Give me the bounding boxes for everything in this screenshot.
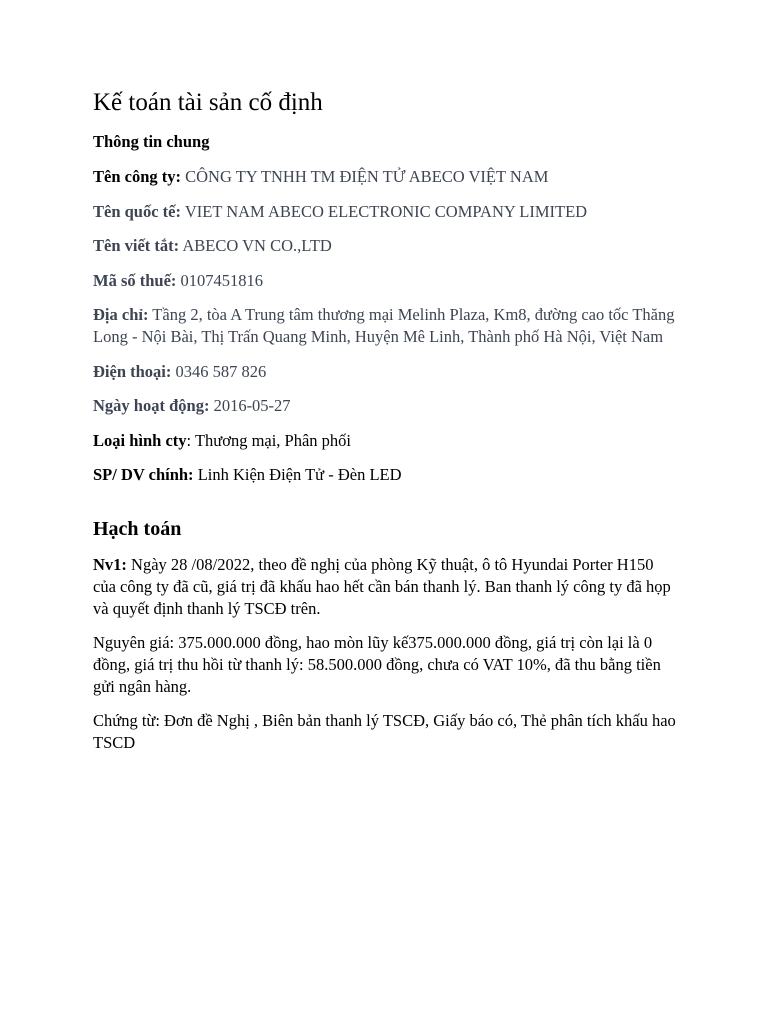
nv1-text: Ngày 28 /08/2022, theo đề nghị của phòng Kỹ thuật, ô tô Hyundai Porter H150 của công ty đã cũ, giá trị đã khấu hao hết cần bán thanh lý. Ban thanh lý công ty đã họp và quyết định thanh lý TSCĐ trên. xyxy=(93,555,671,618)
nv1-label: Nv1: xyxy=(93,555,127,574)
company-name-label: Tên công ty: xyxy=(93,167,181,186)
international-name-field xyxy=(93,201,676,223)
general-info-heading: Thông tin chung xyxy=(93,132,210,151)
documents-paragraph: Chứng từ: Đơn đề Nghị , Biên bản thanh lý TSCĐ, Giấy báo có, Thẻ phân tích khấu hao TSCD xyxy=(93,711,676,752)
start-date-field xyxy=(93,395,676,417)
short-name-value: ABECO VN CO.,LTD xyxy=(182,236,332,255)
start-date-label: Ngày hoạt động: xyxy=(93,396,210,415)
phone-label: Điện thoại: xyxy=(93,361,172,381)
accounting-heading: Hạch toán xyxy=(93,518,182,540)
address-field xyxy=(93,304,676,348)
company-name-value: CÔNG TY TNHH TM ĐIỆN TỬ ABECO VIỆT NAM xyxy=(185,167,549,186)
international-name-value: VIET NAM ABECO ELECTRONIC COMPANY LIMITED xyxy=(184,201,588,221)
phone-field xyxy=(93,361,676,383)
tax-code-value: 0107451816 xyxy=(180,270,264,290)
address-value: Tầng 2, tòa A Trung tâm thương mại Melinh Plaza, Km8, đường cao tốc Thăng Long - Nội Bài, Thị Trấn Quang Minh, Huyện Mê Linh, Thành phố Hà Nội, Việt Nam xyxy=(93,305,675,346)
company-name-field xyxy=(93,166,676,188)
start-date-value: 2016-05-27 xyxy=(213,396,291,415)
address-label: Địa chỉ: xyxy=(93,305,149,324)
company-type-field xyxy=(93,430,676,452)
nv1-paragraph xyxy=(93,554,676,620)
tax-code-label: Mã số thuế: xyxy=(93,270,177,290)
main-products-value: Linh Kiện Điện Tử - Đèn LED xyxy=(197,465,402,484)
main-products-label: SP/ DV chính: xyxy=(93,465,194,484)
company-type-value: : Thương mại, Phân phối xyxy=(186,430,352,450)
main-products-field xyxy=(93,464,676,486)
international-name-label: Tên quốc tế: xyxy=(93,201,181,221)
phone-value: 0346 587 826 xyxy=(175,361,267,381)
cost-paragraph: Nguyên giá: 375.000.000 đồng, hao mòn lũy kế375.000.000 đồng, giá trị còn lại là 0 đồng, giá trị thu hồi từ thanh lý: 58.500.000 đồng, chưa có VAT 10%, đã thu bằng tiền gửi ngân hàng. xyxy=(93,633,661,696)
short-name-label: Tên viết tắt: xyxy=(93,236,180,255)
page-title: Kế toán tài sản cố định xyxy=(93,89,323,116)
company-type-label: Loại hình cty xyxy=(93,430,187,450)
short-name-field xyxy=(93,235,676,257)
tax-code-field xyxy=(93,270,676,292)
